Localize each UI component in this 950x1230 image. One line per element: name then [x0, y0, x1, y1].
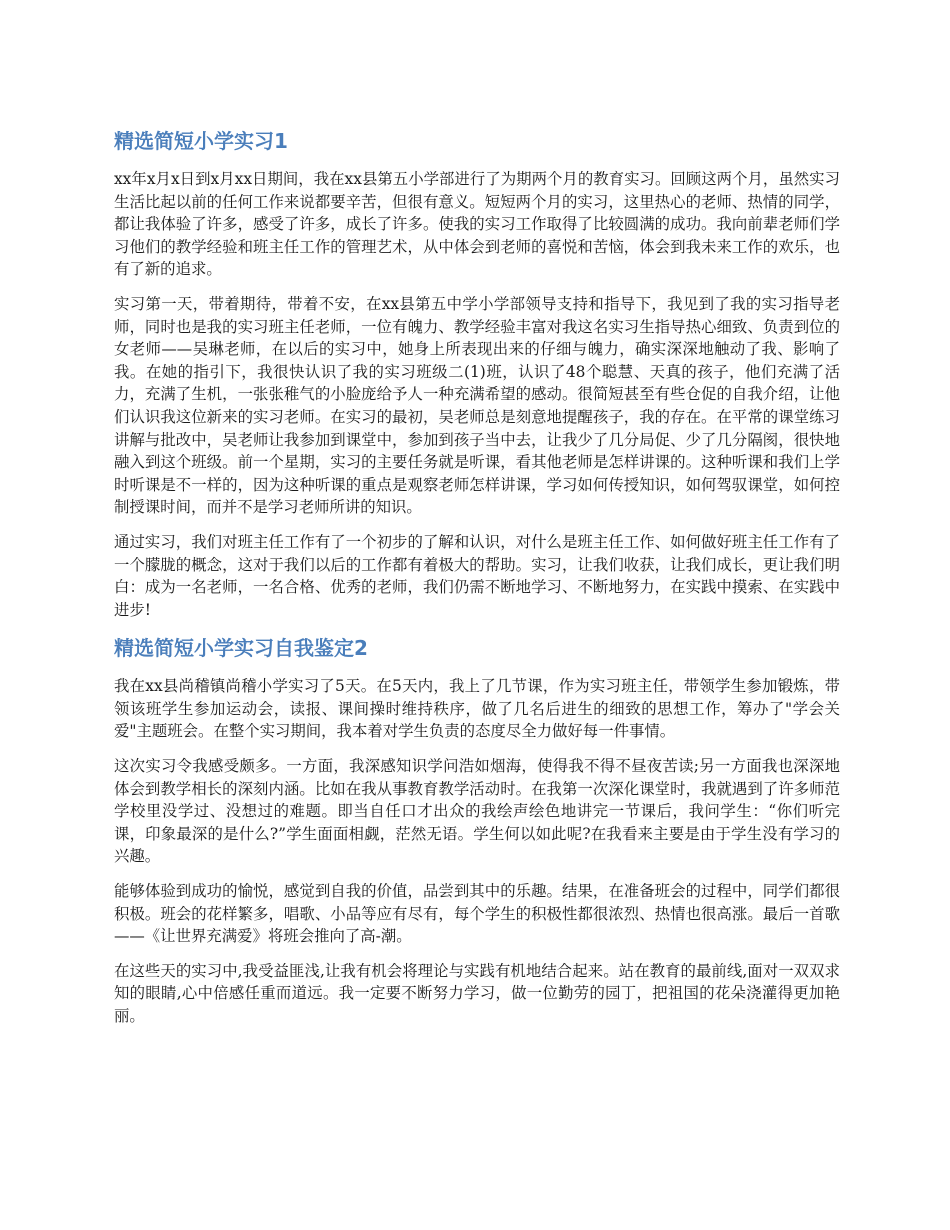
- paragraph-2-2: 这次实习令我感受颇多。一方面，我深感知识学问浩如烟海，使得我不得不昼夜苦读;另一方面我也深深地体会到教学相长的深刻内涵。比如在我从事教育教学活动时。在我第一次深化课堂时，我就遇到了许多师范学校里没学过、没想过的难题。即当自任口才出众的我绘声绘色地讲完一节课后，我问学生：“你们听完课，印象最深的是什么?”学生面面相觑，茫然无语。学生何以如此呢?在我看来主要是由于学生没有学习的兴趣。: [114, 757, 840, 866]
- document-page: [114, 126, 840, 1040]
- paragraph-1-2: 实习第一天，带着期待，带着不安，在xx县第五中学小学部领导支持和指导下，我见到了我的实习指导老师，同时也是我的实习班主任老师，一位有魄力、教学经验丰富对我这名实习生指导热心细致、负责到位的女老师——吴琳老师，在以后的实习中，她身上所表现出来的仔细与魄力，确实深深地触动了我、影响了我。在她的指引下，我很快认识了我的实习班级二(1)班，认识了48个聪慧、天真的孩子，他们充满了活力，充满了生机，一张张稚气的小脸庞给予人一种充满希望的感动。很简短甚至有些仓促的自我介绍，让他们认识我这位新来的实习老师。在实习的最初，吴老师总是刻意地提醒孩子，我的存在。在平常的课堂练习讲解与批改中，吴老师让我参加到课堂中，参加到孩子当中去，让我少了几分局促、少了几分隔阂，很快地融入到这个班级。前一个星期，实习的主要任务就是听课，看其他老师是怎样讲课的。这种听课和我们上学时听课是不一样的，因为这种听课的重点是观察老师怎样讲课，学习如何传授知识，如何驾驭课堂，如何控制授课时间，而并不是学习老师所讲的知识。: [114, 294, 840, 517]
- section-heading-1: 精选简短小学实习1: [114, 129, 288, 153]
- paragraph-1-1: xx年x月x日到x月xx日期间，我在xx县第五小学部进行了为期两个月的教育实习。回顾这两个月，虽然实习生活比起以前的任何工作来说都要辛苦，但很有意义。短短两个月的实习，这里热心的老师、热情的同学，都让我体验了许多，感受了许多，成长了许多。使我的实习工作取得了比较圆满的成功。我向前辈老师们学习他们的教学经验和班主任工作的管理艺术，从中体会到老师的喜悦和苦恼，体会到我未来工作的欢乐，也有了新的追求。: [114, 170, 840, 279]
- paragraph-2-1: 我在xx县尚稽镇尚稽小学实习了5天。在5天内，我上了几节课，作为实习班主任，带领学生参加锻炼，带领该班学生参加运动会，读报、课间操时维持秩序，做了几名后进生的细致的思想工作，筹办了"学会关爱"主题班会。在整个实习期间，我本着对学生负责的态度尽全力做好每一件事情。: [114, 677, 840, 741]
- section-1: [114, 126, 840, 621]
- section-heading-2: 精选简短小学实习自我鉴定2: [114, 636, 368, 661]
- paragraph-2-3: 能够体验到成功的愉悦，感觉到自我的价值，品尝到其中的乐趣。结果，在准备班会的过程中，同学们都很积极。班会的花样繁多，唱歌、小品等应有尽有，每个学生的积极性都很浓烈、热情也很高涨。最后一首歌——《让世界充满爱》将班会推向了高-潮。: [114, 882, 840, 946]
- paragraph-2-4: 在这些天的实习中,我受益匪浅,让我有机会将理论与实践有机地结合起来。站在教育的最前线,面对一双双求知的眼睛,心中倍感任重而道远。我一定要不断努力学习，做一位勤劳的园丁，把祖国的花朵浇灌得更加艳丽。: [114, 961, 840, 1025]
- paragraph-1-3: 通过实习，我们对班主任工作有了一个初步的了解和认识，对什么是班主任工作、如何做好班主任工作有了一个朦胧的概念，这对于我们以后的工作都有着极大的帮助。实习，让我们收获，让我们成长，更让我们明白：成为一名老师，一名合格、优秀的老师，我们仍需不断地学习、不断地努力，在实践中摸索、在实践中进步!: [114, 532, 840, 619]
- section-2: [114, 633, 840, 1027]
